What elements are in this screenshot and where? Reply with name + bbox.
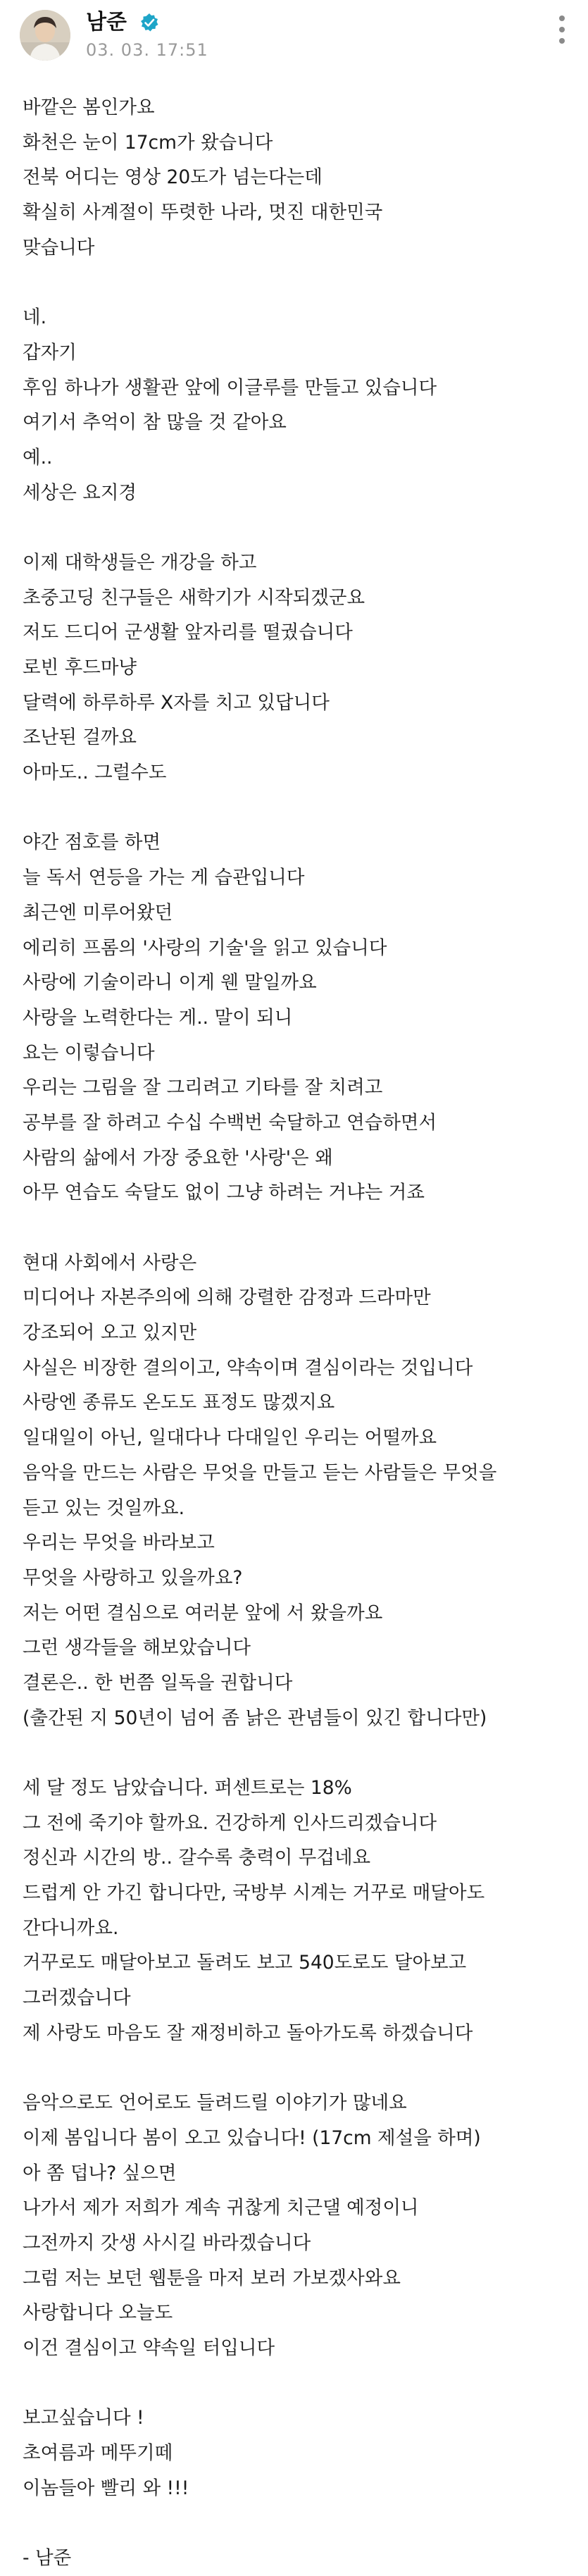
post-text-line: 화천은 눈이 17cm가 왔습니다	[23, 131, 273, 154]
post-text-line: 그러겠습니다	[23, 1987, 131, 2010]
post-text-line: 정신과 시간의 방.. 갈수록 충력이 무겁네요	[23, 1847, 371, 1869]
post-text-line: - 남준	[23, 2547, 72, 2570]
post-text-line: 이놈들아 빨리 와 !!!	[23, 2477, 189, 2499]
post-text-line: 보고싶습니다 !	[23, 2407, 144, 2429]
verified-badge-icon	[139, 13, 159, 32]
post-text-line: 이제 봄입니다 봄이 오고 있습니다! (17cm 제설을 하며)	[23, 2126, 481, 2149]
post-text-line: (출간된 지 50년이 넘어 좀 낡은 관념들이 있긴 합니다만)	[23, 1707, 487, 1729]
post-text-line: 그럼 저는 보던 웹툰을 마저 보러 가보겠사와요	[23, 2267, 401, 2289]
paragraph-gap	[23, 2506, 579, 2541]
post-text-line: 달력에 하루하루 X자를 치고 있답니다	[23, 691, 330, 714]
post-text-line: 늘 독서 연등을 가는 게 습관입니다	[23, 867, 305, 889]
avatar[interactable]	[20, 10, 70, 61]
post-text-line: 최근엔 미루어왔던	[23, 901, 173, 924]
post-text-line: 세상은 요지경	[23, 481, 137, 504]
post-text-line: 저도 드디어 군생활 앞자리를 떨궜습니다	[23, 621, 353, 644]
post-text-line: 그 전에 죽기야 할까요. 건강하게 인사드리겠습니다	[23, 1812, 437, 1834]
paragraph-gap	[23, 791, 579, 826]
post-text-line: 로빈 후드마냥	[23, 657, 137, 679]
post-text-line: 결론은.. 한 번쯤 일독을 권합니다	[23, 1671, 293, 1694]
post-text-line: 이제 대학생들은 개강을 하고	[23, 551, 257, 574]
post-text-line: 음악으로도 언어로도 들려드릴 이야기가 많네요	[23, 2092, 407, 2114]
post-text-line: 현대 사회에서 사랑은	[23, 1251, 197, 1274]
post-text-line: 전북 어디는 영상 20도가 넘는다는데	[23, 166, 323, 189]
post-text-line: 우리는 그림을 잘 그리려고 기타를 잘 치려고	[23, 1077, 383, 1099]
post-text-line: 드럽게 안 가긴 합니다만, 국방부 시계는 거꾸로 매달아도	[23, 1882, 485, 1905]
post-text-line: 아마도.. 그럴수도	[23, 762, 167, 784]
post-text-line: 일대일이 아닌, 일대다나 다대일인 우리는 어떨까요	[23, 1427, 437, 1449]
post-text-line: 확실히 사계절이 뚜렷한 나라, 멋진 대한민국	[23, 202, 383, 224]
post-text-line: 여기서 추억이 참 많을 것 같아요	[23, 411, 287, 434]
post-text-line: 바깥은 봄인가요	[23, 97, 155, 118]
post-text-line: 나가서 제가 저희가 계속 귀찮게 치근댈 예정이니	[23, 2197, 419, 2219]
post-text-line: 아 쫌 덥나? 싶으면	[23, 2162, 177, 2184]
more-vertical-icon[interactable]	[558, 16, 566, 49]
post-text-line: 아무 연습도 숙달도 없이 그냥 하려는 거냐는 거죠	[23, 1182, 425, 1204]
post-text-line: 강조되어 오고 있지만	[23, 1322, 197, 1344]
post-text-line: 저는 어떤 결심으로 여러분 앞에 서 왔을까요	[23, 1602, 383, 1624]
author-name[interactable]: 남준	[86, 10, 127, 35]
post-text-line: 간다니까요.	[23, 1916, 119, 1939]
avatar-photo	[20, 10, 70, 61]
post-text-line: 초중고딩 친구들은 새학기가 시작되겠군요	[23, 586, 365, 609]
post-text-line: 사랑을 노력한다는 게.. 말이 되니	[23, 1006, 293, 1029]
post-text-line: 에리히 프롬의 '사랑의 기술'을 읽고 있습니다	[23, 936, 387, 959]
post-text-line: 제 사랑도 마음도 잘 재정비하고 돌아가도록 하겠습니다	[23, 2021, 473, 2044]
post-text-line: 갑자기	[23, 341, 77, 364]
post-text-line: 공부를 잘 하려고 수십 수백번 숙달하고 연습하면서	[23, 1111, 437, 1134]
post-header	[0, 0, 588, 70]
post-text-line: 사랑에 기술이라니 이게 웬 말일까요	[23, 972, 317, 994]
post-text-line: 맞습니다	[23, 236, 95, 259]
post-text-line: 듣고 있는 것일까요.	[23, 1497, 185, 1519]
post-timestamp: 03. 03. 17:51	[86, 40, 208, 60]
post-text-line: 후임 하나가 생활관 앞에 이글루를 만들고 있습니다	[23, 376, 437, 399]
post-text-line: 사실은 비장한 결의이고, 약속이며 결심이라는 것입니다	[23, 1356, 473, 1379]
post-text-line: 사랑엔 종류도 온도도 표정도 많겠지요	[23, 1392, 335, 1414]
post-text-line: 그전까지 갓생 사시길 바라겠습니다	[23, 2231, 311, 2254]
post-text-line: 세 달 정도 남았습니다. 퍼센트로는 18%	[23, 1777, 352, 1799]
post-text-line: 그런 생각들을 해보았습니다	[23, 1637, 251, 1659]
post-text-line: 초여름과 메뚜기떼	[23, 2442, 173, 2465]
post-text-line: 사랑합니다 오늘도	[23, 2302, 173, 2324]
post-text-line: 조난된 걸까요	[23, 726, 137, 749]
post-text-line: 무엇을 사랑하고 있을까요?	[23, 1566, 243, 1589]
post-text-line: 미디어나 자본주의에 의해 강렬한 감정과 드라마만	[23, 1287, 431, 1309]
post-text-line: 이건 결심이고 약속일 터입니다	[23, 2337, 275, 2359]
post-text-line: 우리는 무엇을 바라보고	[23, 1532, 215, 1554]
post-text-line: 음악을 만드는 사람은 무엇을 만들고 듣는 사람들은 무엇을	[23, 1461, 497, 1484]
paragraph-gap	[23, 510, 579, 545]
paragraph-gap	[23, 2366, 579, 2401]
post-text-line: 거꾸로도 매달아보고 돌려도 보고 540도로도 달아보고	[23, 1952, 467, 1974]
post-text-line: 사람의 삶에서 가장 중요한 '사랑'은 왜	[23, 1146, 333, 1169]
paragraph-gap	[23, 1210, 579, 1246]
paragraph-gap	[23, 1735, 579, 1771]
post-body	[23, 90, 579, 2576]
post-text-line: 요는 이렇습니다	[23, 1041, 155, 1064]
post-text-line: 네.	[23, 306, 47, 329]
paragraph-gap	[23, 265, 579, 300]
post-text-line: 예..	[23, 446, 53, 469]
paragraph-gap	[23, 2051, 579, 2086]
post-text-line: 야간 점호를 하면	[23, 831, 161, 854]
